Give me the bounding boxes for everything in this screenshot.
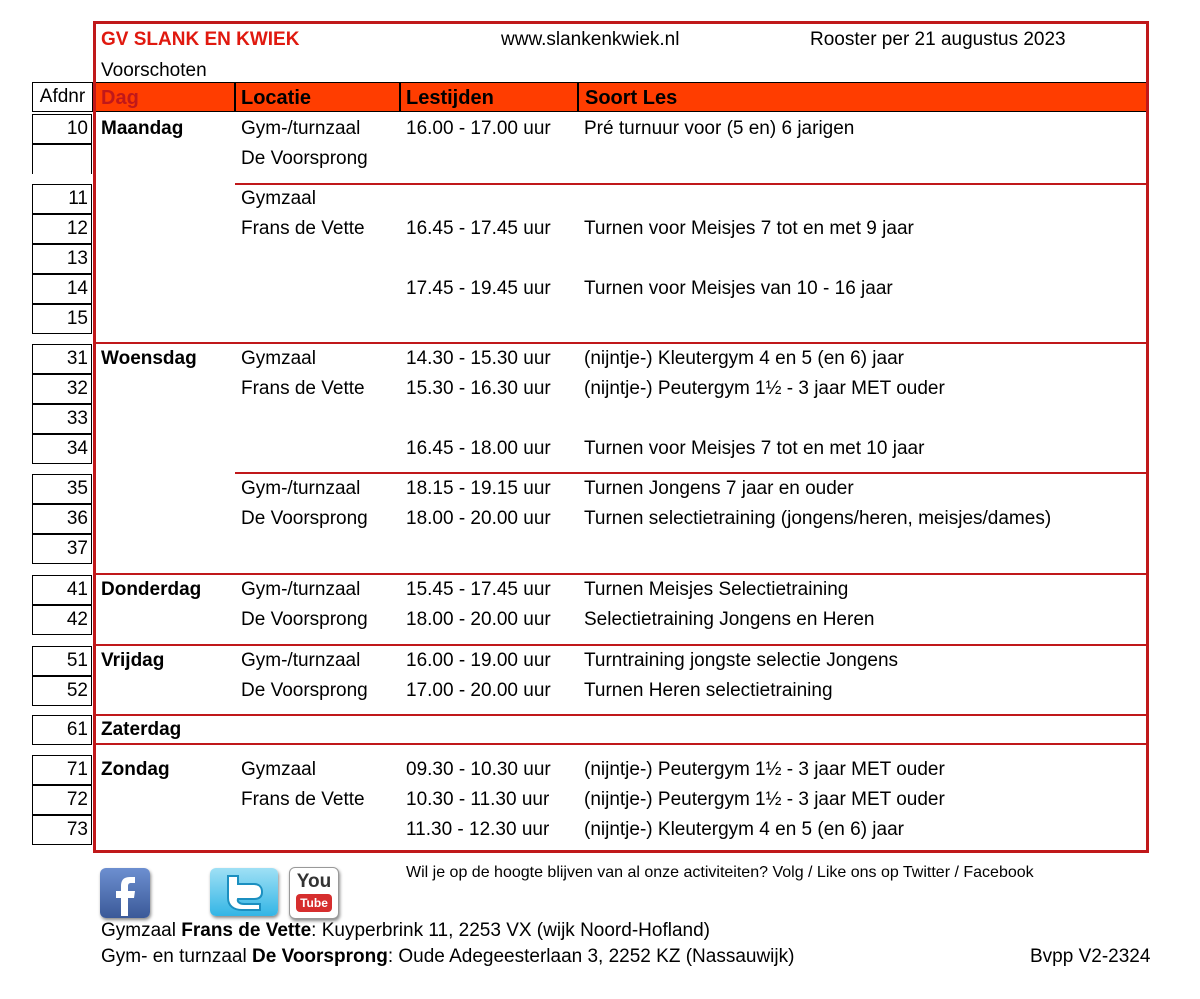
day-cell: Maandag [101,118,184,139]
lesson-cell: Turnen Jongens 7 jaar en ouder [584,478,854,499]
facebook-icon[interactable] [100,868,150,918]
location-cell: Frans de Vette [241,378,365,399]
location-cell: Gym-/turnzaal [241,118,361,139]
afdnr-cell: 73 [32,815,92,845]
lesson-cell: (nijntje-) Peutergym 1½ - 3 jaar MET ouder [584,378,945,399]
lesson-cell: Turntraining jongste selectie Jongens [584,650,899,671]
org-name: GV SLANK EN KWIEK [101,29,300,50]
lesson-cell: Turnen voor Meisjes 7 tot en met 9 jaar [584,218,914,239]
afdnr-cell: 61 [32,715,92,745]
afdnr-cell: 33 [32,404,92,434]
address-prefix: Gym- en turnzaal [101,946,252,967]
time-cell: 16.00 - 17.00 uur [406,118,551,139]
time-cell: 11.30 - 12.30 uur [406,819,550,840]
lesson-cell: Turnen voor Meisjes 7 tot en met 10 jaar [584,438,925,459]
address-venue-name: De Voorsprong [252,946,388,967]
afdnr-cell: 12 [32,214,92,244]
lesson-cell: Selectietraining Jongens en Heren [584,609,875,630]
afdnr-cell: 10 [32,114,92,144]
website-link[interactable]: www.slankenkwiek.nl [501,29,680,50]
address-venue-name: Frans de Vette [181,920,312,941]
time-cell: 18.00 - 20.00 uur [406,609,551,630]
location-cell: Gymzaal [241,188,316,209]
schedule-date: Rooster per 21 augustus 2023 [810,29,1066,50]
time-cell: 18.00 - 20.00 uur [406,508,551,529]
facebook-icon [100,868,150,918]
address-details: : Kuyperbrink 11, 2253 VX (wijk Noord-Hofland) [311,920,710,941]
twitter-icon[interactable] [210,868,278,916]
location-cell: De Voorsprong [241,148,368,169]
time-cell: 10.30 - 11.30 uur [406,789,550,810]
afdnr-cell: 13 [32,244,92,274]
time-cell: 14.30 - 15.30 uur [406,348,551,369]
col-header-locatie: Locatie [241,87,312,109]
location-cell: Gymzaal [241,759,316,780]
group-divider [96,743,1146,745]
address-prefix: Gymzaal [101,920,182,941]
afdnr-cell: 14 [32,274,92,304]
afdnr-cell: 11 [32,184,92,214]
col-divider [399,82,401,112]
col-header-soort: Soort Les [585,87,678,109]
lesson-cell: (nijntje-) Peutergym 1½ - 3 jaar MET ouder [584,759,945,780]
afdnr-cell: 31 [32,344,92,374]
youtube-tube-label: Tube [296,894,332,912]
col-header-dag: Dag [101,87,139,109]
col-header-lestijden: Lestijden [406,87,494,109]
afdnr-cell: 34 [32,434,92,464]
group-divider [235,183,1146,185]
address-line-frans-de-vette [101,918,710,943]
time-cell: 18.15 - 19.15 uur [406,478,551,499]
afdnr-cell: 15 [32,304,92,334]
col-divider [234,82,236,112]
location-cell: Gym-/turnzaal [241,478,361,499]
afdnr-cell: 35 [32,474,92,504]
day-cell: Vrijdag [101,650,165,671]
lesson-cell: (nijntje-) Peutergym 1½ - 3 jaar MET ouder [584,789,945,810]
location-cell: Frans de Vette [241,218,365,239]
lesson-cell: Turnen Meisjes Selectietraining [584,579,849,600]
youtube-icon[interactable] [289,867,339,919]
lesson-cell: (nijntje-) Kleutergym 4 en 5 (en 6) jaar [584,819,904,840]
day-cell: Donderdag [101,579,202,600]
day-cell: Zondag [101,759,170,780]
org-city: Voorschoten [101,60,207,81]
day-cell: Zaterdag [101,719,182,740]
address-details: : Oude Adegeesterlaan 3, 2252 KZ (Nassauwijk) [387,946,795,967]
col-header-afdnr: Afdnr [32,82,93,112]
version-label: Bvpp V2-2324 [1030,946,1151,967]
time-cell: 17.00 - 20.00 uur [406,680,551,701]
afdnr-cell: 71 [32,755,92,785]
afdnr-cell: 32 [32,374,92,404]
afdnr-cell: 41 [32,575,92,605]
follow-text: Wil je op de hoogte blijven van al onze activiteiten? Volg / Like ons op Twitter / Facebook [406,864,1034,881]
lesson-cell: Turnen selectietraining (jongens/heren, meisjes/dames) [584,508,1052,529]
time-cell: 17.45 - 19.45 uur [406,278,551,299]
lesson-cell: Turnen voor Meisjes van 10 - 16 jaar [584,278,893,299]
location-cell: De Voorsprong [241,680,368,701]
location-cell: De Voorsprong [241,508,368,529]
col-divider [577,82,579,112]
location-cell: Gym-/turnzaal [241,650,361,671]
time-cell: 15.30 - 16.30 uur [406,378,551,399]
afdnr-cell: 37 [32,534,92,564]
location-cell: De Voorsprong [241,609,368,630]
lesson-cell: (nijntje-) Kleutergym 4 en 5 (en 6) jaar [584,348,904,369]
youtube-you-label: You [296,871,332,892]
address-line-de-voorsprong [101,944,794,969]
lesson-cell: Turnen Heren selectietraining [584,680,833,701]
location-cell: Gym-/turnzaal [241,579,361,600]
lesson-cell: Pré turnuur voor (5 en) 6 jarigen [584,118,855,139]
afdnr-cell: 42 [32,605,92,635]
location-cell: Frans de Vette [241,789,365,810]
afdnr-cell [32,144,92,174]
time-cell: 15.45 - 17.45 uur [406,579,551,600]
afdnr-cell: 52 [32,676,92,706]
time-cell: 16.45 - 18.00 uur [406,438,551,459]
time-cell: 16.00 - 19.00 uur [406,650,551,671]
time-cell: 09.30 - 10.30 uur [406,759,551,780]
afdnr-cell: 72 [32,785,92,815]
twitter-icon [210,868,278,916]
day-cell: Woensdag [101,348,197,369]
group-divider [96,714,1146,716]
time-cell: 16.45 - 17.45 uur [406,218,551,239]
location-cell: Gymzaal [241,348,316,369]
afdnr-cell: 51 [32,646,92,676]
afdnr-cell: 36 [32,504,92,534]
